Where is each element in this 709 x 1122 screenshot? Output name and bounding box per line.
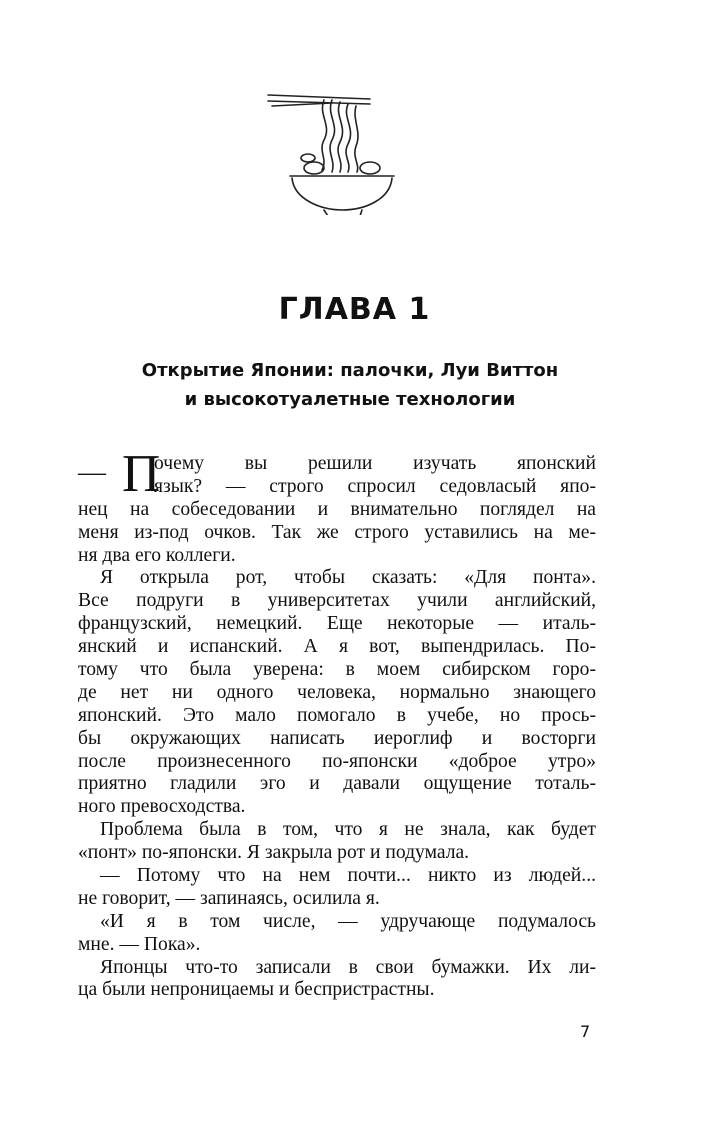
text-line: нец на собеседовании и внимательно поглядел на bbox=[78, 498, 596, 520]
text-line: Я открыла рот, чтобы сказать: «Для понта». bbox=[100, 567, 596, 589]
subtitle-line-2: и высокотуалетные технологии bbox=[184, 389, 516, 410]
text-line: «И я в том числе, — удручающе подумалось bbox=[100, 910, 596, 932]
text-line: ного превосходства. bbox=[78, 796, 246, 818]
text-line: меня из-под очков. Так же строго уставились на ме- bbox=[78, 521, 596, 543]
text-line: янский и испанский. А я вот, выпендрилась. По- bbox=[78, 636, 596, 658]
text-line: мне. — Пока». bbox=[78, 933, 201, 955]
text-line: французский, немецкий. Еще некоторые — италь- bbox=[78, 613, 596, 635]
subtitle-line-1: Открытие Японии: палочки, Луи Виттон bbox=[141, 360, 559, 381]
noodle-bowl-illustration bbox=[262, 80, 412, 215]
text-line: язык? — строго спросил седовласый япо- bbox=[154, 475, 596, 497]
text-line: бы окружающих написать иероглиф и восторги bbox=[78, 727, 596, 749]
text-line: не говорит, — запинаясь, осилила я. bbox=[78, 887, 380, 909]
chapter-title: ГЛАВА 1 bbox=[278, 292, 431, 327]
text-line: очему вы решили изучать японский bbox=[154, 453, 596, 474]
text-line: Проблема была в том, что я не знала, как будет bbox=[100, 819, 596, 841]
text-line: «понт» по-японски. Я закрыла рот и подумала. bbox=[78, 842, 470, 864]
body-text bbox=[78, 445, 596, 1002]
page-number: 7 bbox=[580, 1022, 591, 1041]
text-line: Все подруги в университетах учили английский, bbox=[78, 590, 596, 612]
chopsticks-icon bbox=[268, 95, 370, 106]
noodles-icon bbox=[322, 100, 358, 172]
chapter-subtitle bbox=[60, 356, 640, 414]
text-line: приятно гладили эго и давали ощущение тоталь- bbox=[78, 773, 596, 795]
text-line: Японцы что-то записали в свои бумажки. Их ли- bbox=[100, 956, 596, 978]
opening-paragraph bbox=[78, 445, 596, 503]
text-line: де нет ни одного человека, нормально знающего bbox=[78, 681, 596, 703]
text-line: ца были непроницаемы и беспристрастны. bbox=[78, 979, 435, 1001]
bowl-icon bbox=[290, 176, 407, 215]
dialogue-dash: — bbox=[78, 457, 106, 488]
text-line: после произнесенного по-японски «доброе утро» bbox=[78, 750, 596, 772]
text-line: ня два его коллеги. bbox=[78, 544, 236, 566]
text-line: тому что была уверена: в моем сибирском горо- bbox=[78, 659, 596, 681]
text-line: — Потому что на нем почти... никто из людей... bbox=[100, 865, 596, 887]
text-line: японский. Это мало помогало в учебе, но прось- bbox=[78, 704, 596, 726]
drop-cap: П bbox=[122, 445, 161, 503]
